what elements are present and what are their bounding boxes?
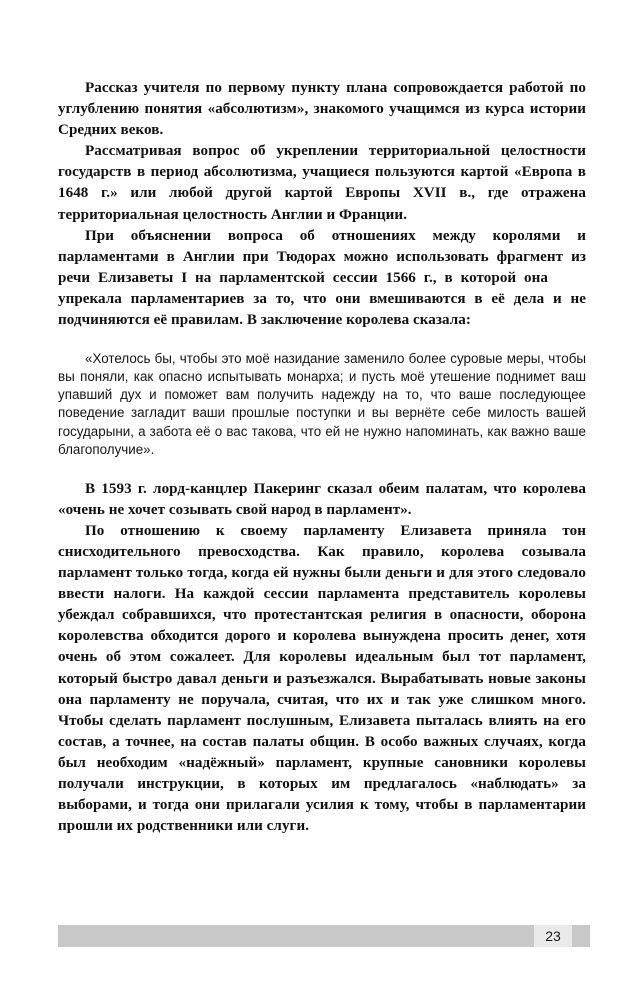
- quotation-block: [58, 331, 586, 479]
- paragraph: Рассказ учителя по первому пункту плана сопровождается работой по углублению понятия «абсолютизм», знакомого учащимся из курса истории Средних веков.: [58, 80, 586, 139]
- paragraph: По отношению к своему парламенту Елизавета приняла тон снисходительного превосходства. Как правило, королева созывала парламент только тогда, когда ей нужны были деньги и для этого следовало ввести налоги. На каждой сессии парламента представитель королевы убеждал собравшихся, что протестантская религия в опасности, оборона королевства обходится дорого и королева вынуждена просить денег, хотя очень об этом сожалеет. Для королевы идеальным был тот парламент, который быстро давал деньги и разъезжался. Вырабатывать новые законы она парламенту не поручала, считая, что их и так уже слишком много. Чтобы сделать парламент послушным, Елизавета пыталась влиять на его состав, а точнее, на состав палаты общин. В особо важных случаях, когда был необходим «надёжный» парламент, крупные сановники королевы получали инструкции, в которых им предлагалось «наблюдать» за выборами, и тогда они прилагали усилия к тому, чтобы в парламентарии прошли их родственники или слуги.: [58, 522, 586, 835]
- paragraph: [58, 226, 586, 331]
- text-column: [58, 78, 586, 837]
- paragraph: Рассматривая вопрос об укреплении территориальной целостности государств в период абсолютизма, учащиеся пользуются картой «Европа в 1648 г.» или любой другой картой Европы XVII в., где отражена территориальная целостность Англии и Франции.: [58, 143, 586, 223]
- quotation-text: «Хотелось бы, чтобы это моё назидание заменило более суровые меры, чтобы вы поняли, как опасно испытывать монарха; и пусть моё утешение поднимет ваш упавший дух и поможет вам получить надежду на то, что ваше последующее поведение загладит ваши прошлые поступки и вы вернёте себе милость вашей государыни, а забота её о вас такова, что ей не нужно напоминать, как важно ваше благополучие».: [58, 351, 586, 457]
- paragraph-text-after-gap: упрекала парламентариев за то, что они вмешиваются в её дела и не подчиняются её правилам. В заключение королева сказала:: [58, 290, 586, 329]
- footer-bar: [58, 925, 590, 947]
- paragraph-text-before-gap: При объяснении вопроса об отношениях между королями и парламентами в Англии при Тюдорах можно использовать фрагмент из речи Елизаветы I на парламентской сессии 1566 г., в которой она: [58, 227, 586, 286]
- paragraph: В 1593 г. лорд-канцлер Пакеринг сказал обеим палатам, что королева «очень не хочет созывать свой народ в парламент».: [58, 480, 586, 518]
- page-number-box: [534, 925, 572, 947]
- page-number: 23: [545, 928, 561, 944]
